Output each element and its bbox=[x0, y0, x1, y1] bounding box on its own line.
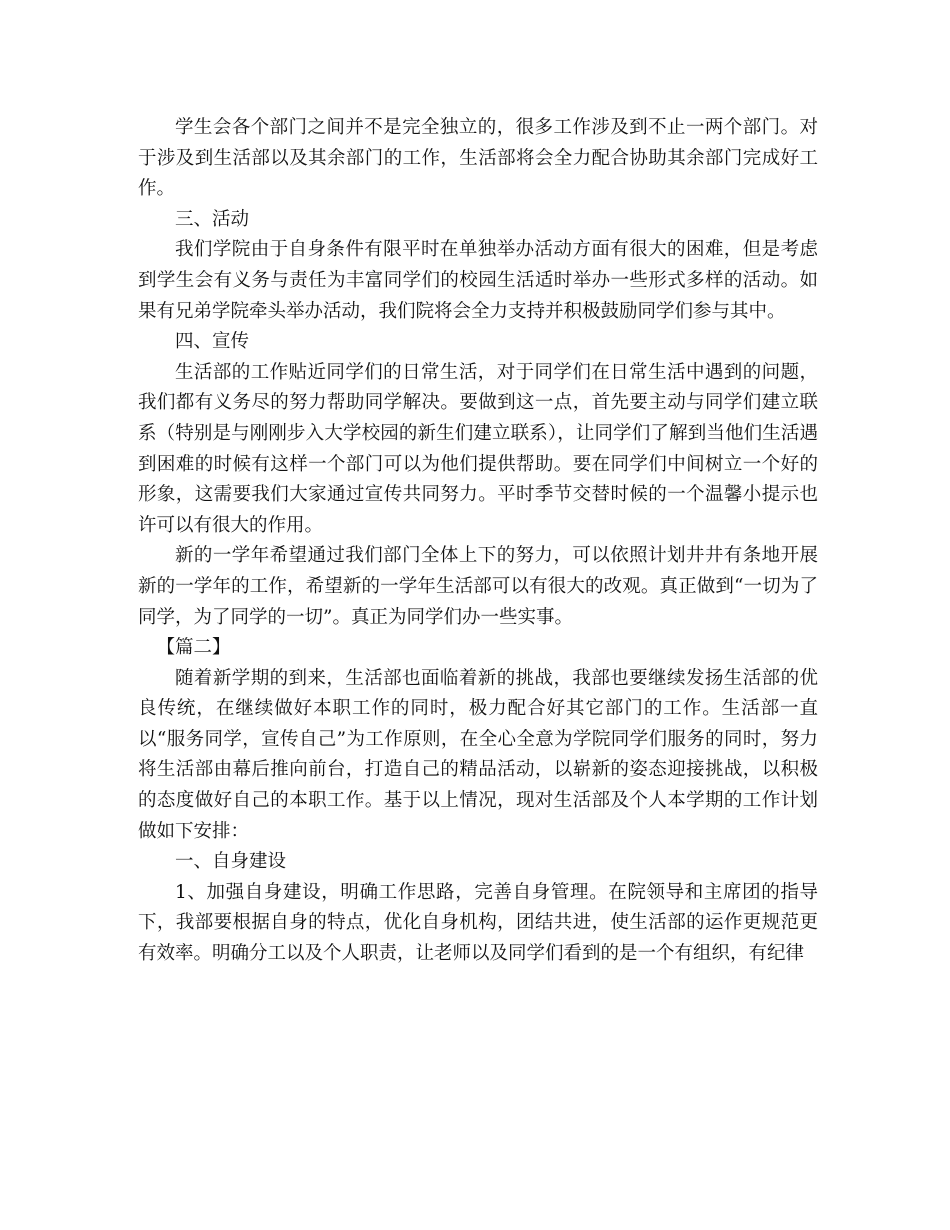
section-title-part-two: 【篇二】 bbox=[156, 637, 231, 659]
paragraph-activities: 我们学院由于自身条件有限平时在单独举办活动方面有很大的困难，但是考虑到学生会有义务与责任为丰富同学们的校园生活适时举办一些形式多样的活动。如果有兄弟学院牵头举办活动，我们院将会全力支持并积极鼓励同学们参与其中。 bbox=[138, 239, 818, 322]
paragraph-publicity: 生活部的工作贴近同学们的日常生活，对于同学们在日常生活中遇到的问题，我们都有义务尽的努力帮助同学解决。要做到这一点，首先要主动与同学们建立联系（特别是与刚刚步入大学校园的新生们建立联系），让同学们了解到当他们生活遇到困难的时候有这样一个部门可以为他们提供帮助。要在同学们中间树立一个好的形象，这需要我们大家通过宣传共同努力。平时季节交替时候的一个温馨小提示也许可以有很大的作用。 bbox=[138, 361, 818, 536]
paragraph-self-building: 1、加强自身建设，明确工作思路，完善自身管理。在院领导和主席团的指导下，我部要根据自身的特点，优化自身机构，团结共进，使生活部的运作更规范更有效率。明确分工以及个人职责，让老师以及同学们看到的是一个有组织，有纪律 bbox=[138, 881, 818, 965]
document-page bbox=[138, 113, 818, 970]
heading-publicity: 四、宣传 bbox=[175, 331, 250, 353]
heading-activities: 三、活动 bbox=[175, 208, 250, 230]
paragraph-introduction: 随着新学期的到来，生活部也面临着新的挑战，我部也要继续发扬生活部的优良传统，在继续做好本职工作的同时，极力配合好其它部门的工作。生活部一直以“服务同学，宣传自己”为工作原则，在全心全意为学院同学们服务的同时，努力将生活部由幕后推向前台，打造自己的精品活动，以崭新的姿态迎接挑战，以积极的态度做好自己的本职工作。基于以上情况，现对生活部及个人本学期的工作计划做如下安排： bbox=[138, 667, 818, 842]
heading-self-building: 一、自身建设 bbox=[175, 851, 287, 873]
paragraph-cooperation: 学生会各个部门之间并不是完全独立的，很多工作涉及到不止一两个部门。对于涉及到生活部以及其余部门的工作，生活部将会全力配合协助其余部门完成好工作。 bbox=[138, 117, 818, 200]
paragraph-outlook: 新的一学年希望通过我们部门全体上下的努力，可以依照计划井井有条地开展新的一学年的工作，希望新的一学年生活部可以有很大的改观。真正做到“一切为了同学，为了同学的一切”。真正为同学们办一些实事。 bbox=[138, 545, 818, 628]
